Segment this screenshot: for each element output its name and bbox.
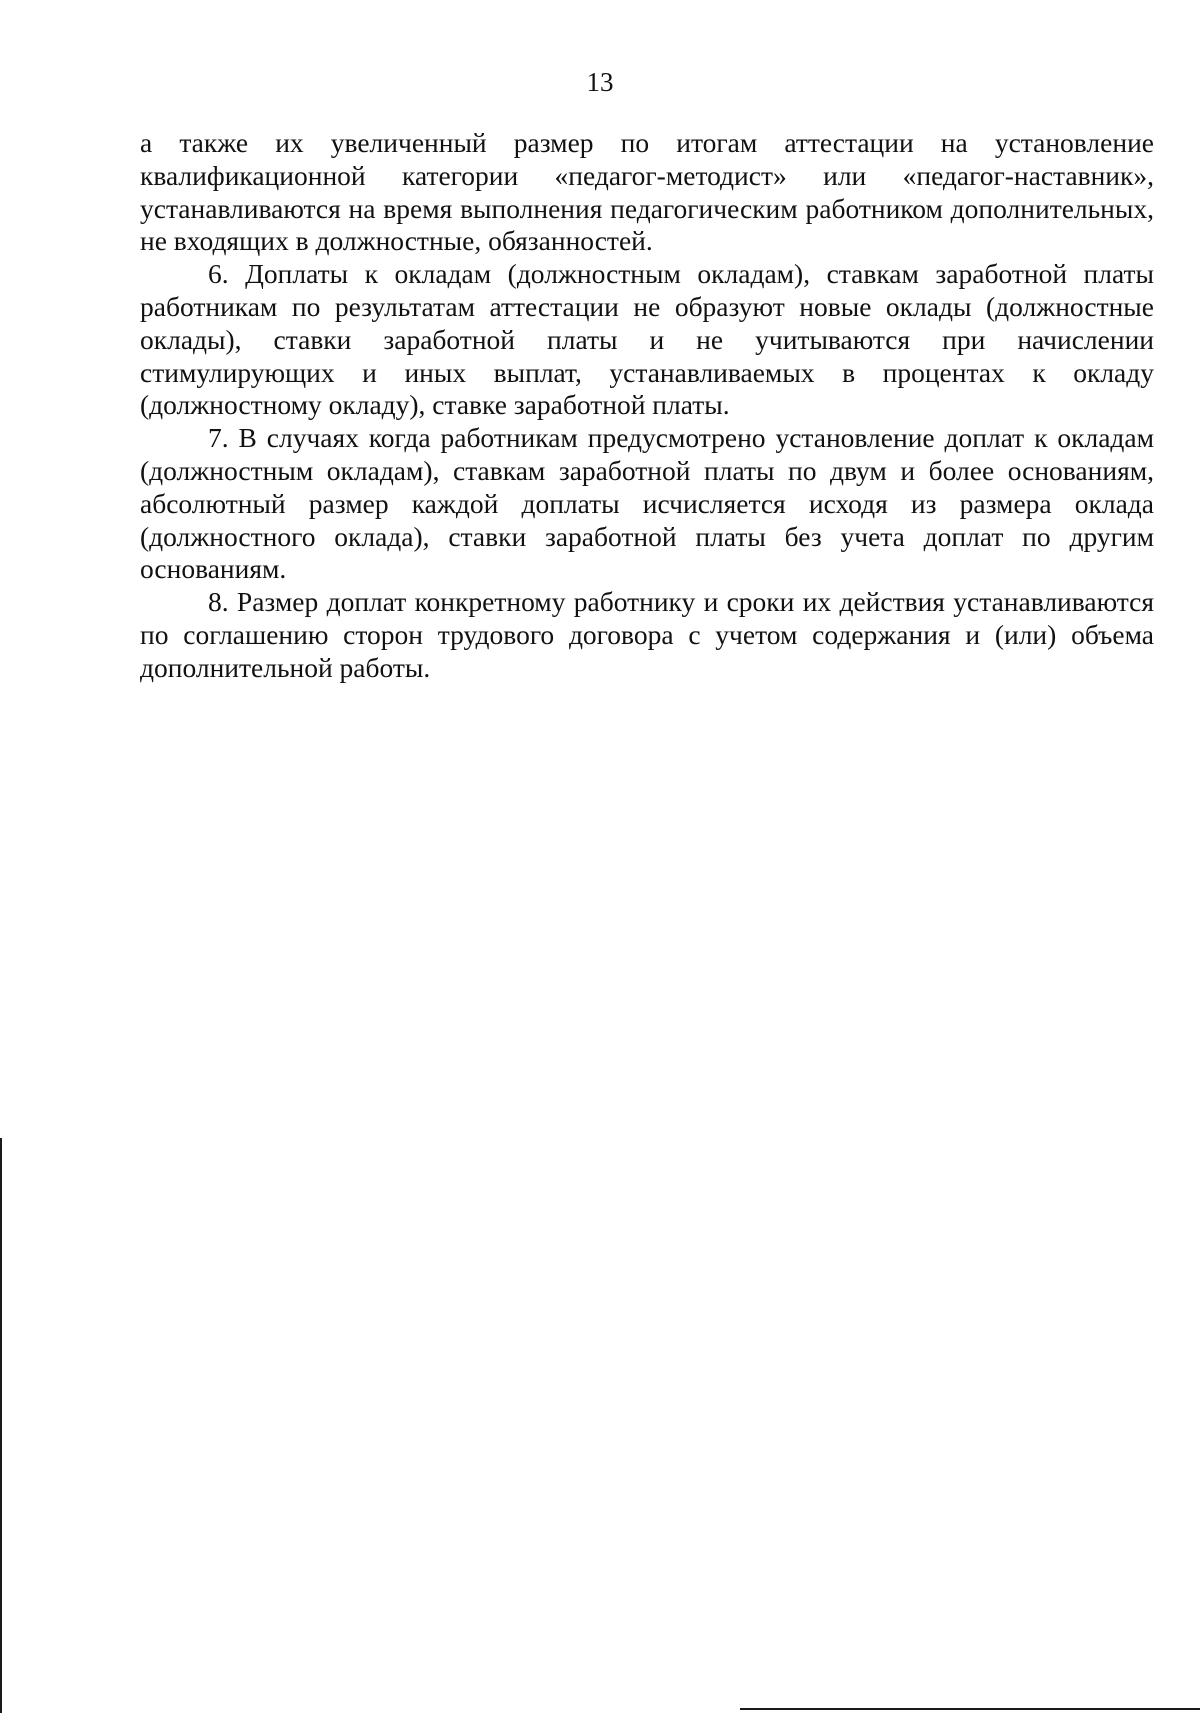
document-body [140,127,1154,685]
page-number: 13 [586,67,614,97]
paragraph-item-6: 6. Доплаты к окладам (должностным окладам), ставкам заработной платы работникам по результатам аттестации не образуют новые оклады (должностные оклады), ставки заработной платы и не учитываются при начислении стимулирующих и иных выплат, устанавливаемых в процентах к окладу (должностному окладу), ставке заработной платы. [140,258,1154,421]
scan-edge-bottom [740,1708,1200,1710]
paragraph-continuation: а также их увеличенный размер по итогам аттестации на установление квалификационной категории «педагог-методист» или «педагог-наставник», устанавливаются на время выполнения педагогическим работником дополнительных, не входящих в должностные, обязанностей. [140,127,1154,257]
paragraph-item-8: 8. Размер доплат конкретному работнику и сроки их действия устанавливаются по соглашению сторон трудового договора с учетом содержания и (или) объема дополнительной работы. [140,586,1154,683]
paragraph-item-7: 7. В случаях когда работникам предусмотрено установление доплат к окладам (должностным окладам), ставкам заработной платы по двум и более основаниям, абсолютный размер каждой доплаты исчисляется исходя из размера оклада (должностного оклада), ставки заработной платы без учета доплат по другим основаниям. [140,422,1154,585]
scan-edge-left [0,1138,2,1713]
